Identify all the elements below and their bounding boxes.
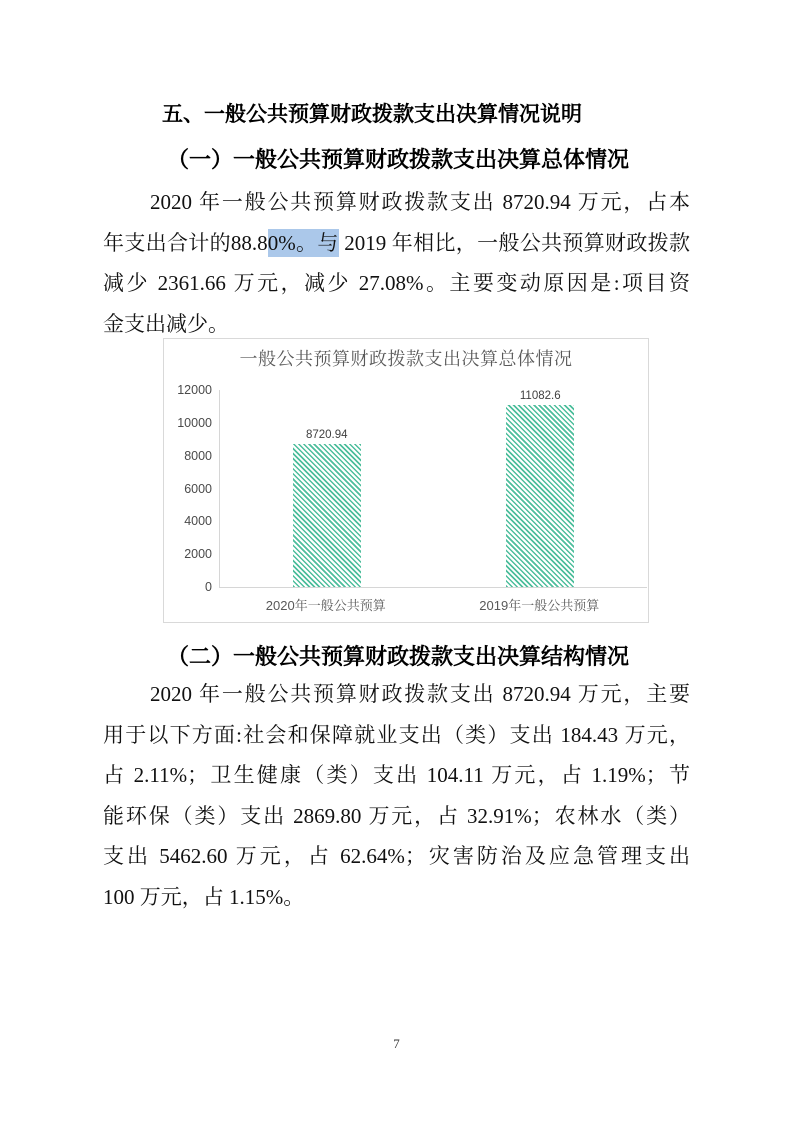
bar[interactable] xyxy=(293,444,361,587)
y-axis-tick-label: 12000 xyxy=(177,383,212,397)
page-number: 7 xyxy=(393,1036,400,1051)
bar-data-label: 8720.94 xyxy=(305,428,348,441)
y-axis-tick-label: 0 xyxy=(205,580,212,594)
x-axis-labels xyxy=(219,595,646,614)
bar-slot xyxy=(220,390,434,587)
y-axis-tick-label: 6000 xyxy=(184,481,212,496)
section-heading-5: 五、一般公共预算财政拨款支出决算情况说明 xyxy=(162,103,582,126)
paragraph-overall xyxy=(103,182,690,344)
bar-data-label: 11082.6 xyxy=(519,390,561,403)
text-segment: 2019 年相比，一般公共预算财政拨款 xyxy=(338,230,690,255)
x-axis-category-label: 2020年一般公共预算 xyxy=(265,598,386,613)
paragraph-line: 100 万元，占 1.15%。 xyxy=(103,884,305,909)
paragraph-line: 减少 2361.66 万元，减少 27.08%。主要变动原因是:项目资 xyxy=(103,271,690,295)
paragraph-line: 占 2.11%；卫生健康（类）支出 104.11 万元，占 1.19%；节 xyxy=(103,763,690,787)
y-axis-tick-label: 4000 xyxy=(184,514,212,529)
paragraph-line: 2020 年一般公共预算财政拨款支出 8720.94 万元，主要 xyxy=(150,682,690,706)
y-axis-tick-label: 10000 xyxy=(177,415,212,430)
highlighted-text[interactable]: 0%。与 xyxy=(267,230,339,255)
text-segment: 年支出合计的88.8 xyxy=(103,230,268,255)
paragraph-line: 2020 年一般公共预算财政拨款支出 8720.94 万元，占本 xyxy=(150,190,690,214)
subsection-heading-1: （一）一般公共预算财政拨款支出决算总体情况 xyxy=(167,147,630,172)
paragraph-line xyxy=(103,223,690,264)
subsection-heading-2: （二）一般公共预算财政拨款支出决算结构情况 xyxy=(167,644,630,669)
bar[interactable] xyxy=(506,405,574,587)
chart-plot-area xyxy=(219,390,647,588)
x-axis-category-label: 2019年一般公共预算 xyxy=(479,598,600,613)
bar-slot xyxy=(434,390,648,587)
y-axis-tick-label: 8000 xyxy=(184,448,212,463)
y-axis xyxy=(164,383,212,594)
paragraph-line: 支出 5462.60 万元，占 62.64%；灾害防治及应急管理支出 xyxy=(103,844,690,868)
chart-title: 一般公共预算财政拨款支出决算总体情况 xyxy=(239,349,573,369)
paragraph-line: 能环保（类）支出 2869.80 万元，占 32.91%；农林水（类） xyxy=(103,803,690,828)
bar-chart xyxy=(163,338,649,623)
y-axis-tick-label: 2000 xyxy=(184,547,212,562)
paragraph-line: 金支出减少。 xyxy=(103,311,229,336)
paragraph-structure xyxy=(103,674,690,917)
paragraph-line: 用于以下方面:社会和保障就业支出（类）支出 184.43 万元， xyxy=(103,722,690,747)
